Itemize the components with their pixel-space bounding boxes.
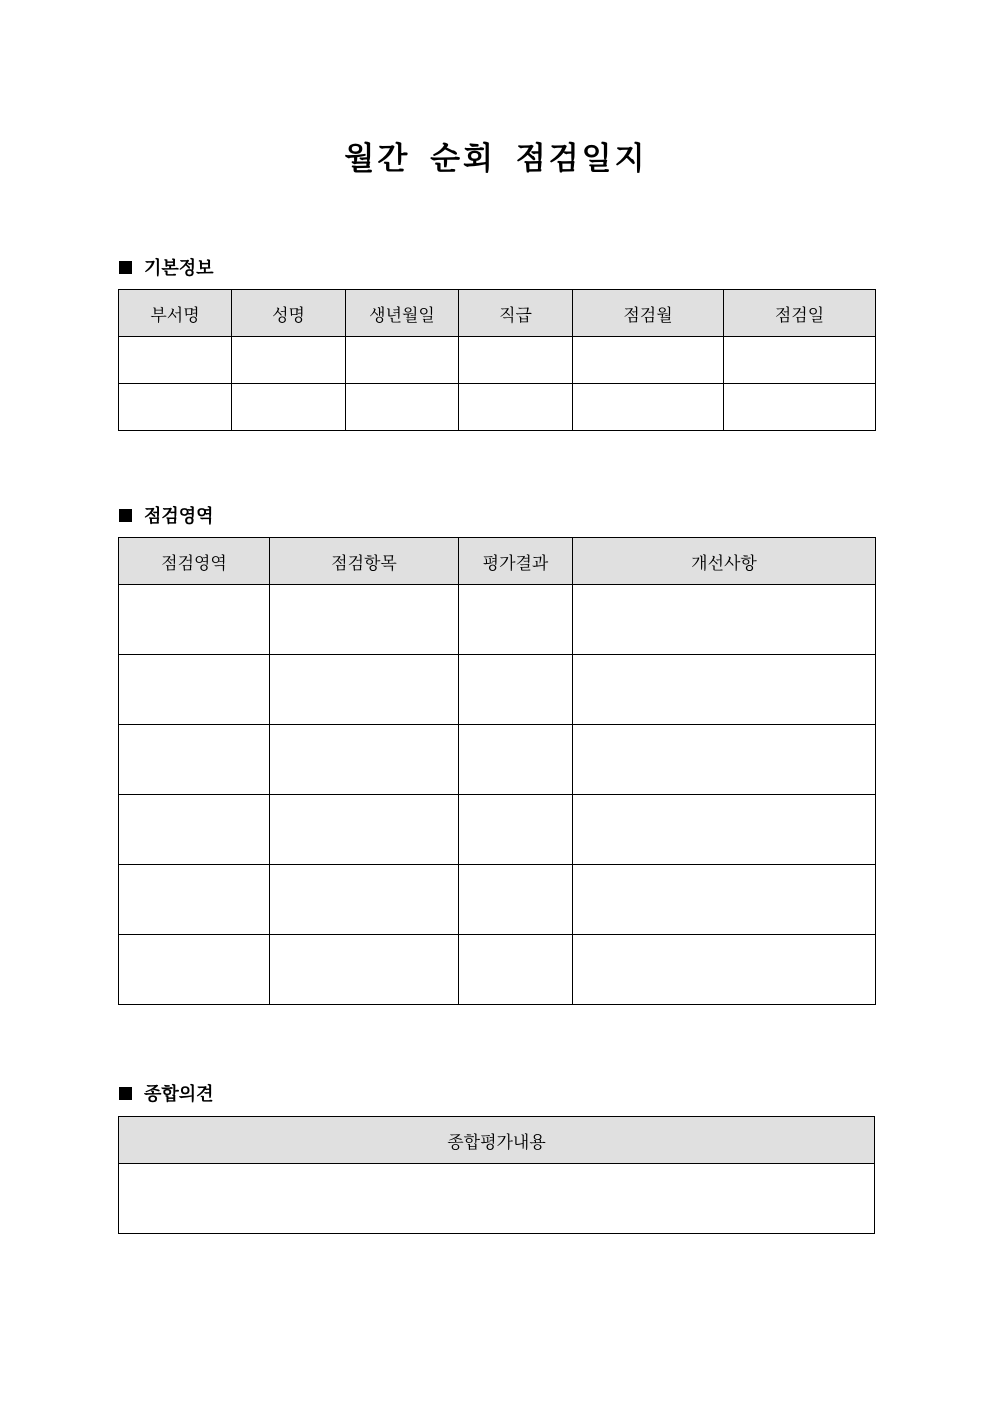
header-cell-improvement: 개선사항 [573,538,876,585]
overall-opinion-table [118,1116,875,1234]
input-cell[interactable] [232,384,346,431]
table-row [119,384,876,431]
input-cell[interactable] [573,935,876,1005]
table-header-row [119,1117,875,1164]
input-cell[interactable] [459,655,573,725]
input-cell[interactable] [573,384,724,431]
basic-info-table [118,289,876,431]
table-row [119,585,876,655]
input-cell[interactable] [459,795,573,865]
header-cell-name: 성명 [232,290,346,337]
table-header-row [119,538,876,585]
table-row [119,795,876,865]
input-cell[interactable] [232,337,346,384]
input-cell[interactable] [459,935,573,1005]
input-cell[interactable] [573,585,876,655]
square-bullet-icon [119,1087,132,1100]
table-row [119,655,876,725]
input-cell[interactable] [724,337,876,384]
square-bullet-icon [119,261,132,274]
section-heading-label: 점검영역 [144,506,214,527]
header-cell-area: 점검영역 [119,538,270,585]
input-cell[interactable] [119,725,270,795]
input-cell[interactable] [119,585,270,655]
input-cell[interactable] [270,935,459,1005]
input-cell[interactable] [270,655,459,725]
section-heading-label: 기본정보 [144,258,214,279]
input-cell[interactable] [119,865,270,935]
input-cell[interactable] [573,725,876,795]
section-heading-opinion [119,1080,214,1106]
square-bullet-icon [119,509,132,522]
inspection-area-table [118,537,876,1005]
input-cell[interactable] [573,795,876,865]
input-cell[interactable] [459,337,573,384]
section-heading-areas [119,502,214,528]
input-cell[interactable] [119,795,270,865]
table-row [119,1164,875,1234]
header-cell-department: 부서명 [119,290,232,337]
input-cell[interactable] [346,384,459,431]
table-row [119,725,876,795]
page-title: 월간 순회 점검일지 [344,141,648,177]
table-row [119,865,876,935]
section-heading-basic [119,254,214,280]
input-cell[interactable] [270,585,459,655]
table-row [119,935,876,1005]
header-cell-position: 직급 [459,290,573,337]
header-cell-overall-evaluation: 종합평가내용 [119,1117,875,1164]
table-header-row [119,290,876,337]
input-cell[interactable] [459,725,573,795]
section-heading-label: 종합의견 [144,1084,214,1105]
header-cell-inspection-date: 점검일 [724,290,876,337]
header-cell-item: 점검항목 [270,538,459,585]
input-cell[interactable] [573,655,876,725]
input-cell[interactable] [573,337,724,384]
header-cell-result: 평가결과 [459,538,573,585]
header-cell-inspection-month: 점검월 [573,290,724,337]
input-cell[interactable] [119,935,270,1005]
input-cell[interactable] [270,795,459,865]
input-cell[interactable] [119,384,232,431]
input-cell[interactable] [119,1164,875,1234]
input-cell[interactable] [119,337,232,384]
input-cell[interactable] [270,865,459,935]
input-cell[interactable] [119,655,270,725]
input-cell[interactable] [270,725,459,795]
table-row [119,337,876,384]
header-cell-birthdate: 생년월일 [346,290,459,337]
input-cell[interactable] [573,865,876,935]
input-cell[interactable] [459,384,573,431]
input-cell[interactable] [459,585,573,655]
input-cell[interactable] [724,384,876,431]
input-cell[interactable] [346,337,459,384]
input-cell[interactable] [459,865,573,935]
